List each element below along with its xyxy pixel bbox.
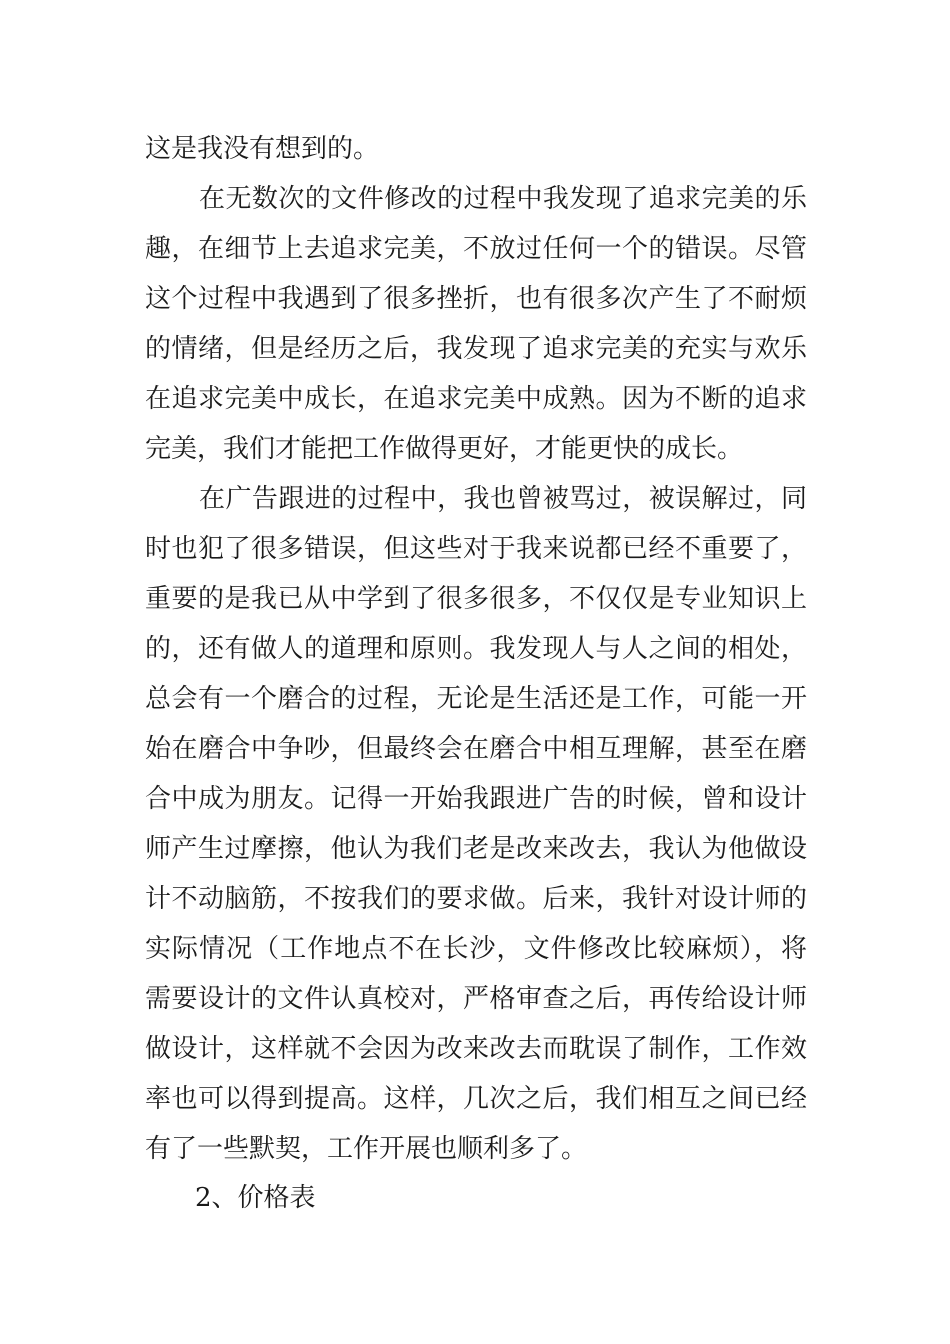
paragraph-2-line-1: 在无数次的文件修改的过程中我发现了追求完美的乐: [199, 184, 807, 214]
paragraph-3-line-4: 的，还有做人的道理和原则。我发现人与人之间的相处，: [145, 634, 807, 664]
paragraph-3-line-7: 合中成为朋友。记得一开始我跟进广告的时候，曾和设计: [145, 784, 807, 814]
paragraph-3-line-8: 师产生过摩擦，他认为我们老是改来改去，我认为他做设: [145, 834, 807, 864]
paragraph-3-line-2: 时也犯了很多错误，但这些对于我来说都已经不重要了，: [145, 534, 807, 564]
paragraph-3-line-6: 始在磨合中争吵，但最终会在磨合中相互理解，甚至在磨: [145, 734, 807, 764]
paragraph-2-line-5: 在追求完美中成长，在追求完美中成熟。因为不断的追求: [145, 384, 807, 414]
section-heading: 2、价格表: [195, 1183, 316, 1213]
paragraph-2-line-6: 完美，我们才能把工作做得更好，才能更快的成长。: [145, 434, 744, 464]
paragraph-3-line-14: 有了一些默契，工作开展也顺利多了。: [145, 1134, 588, 1164]
paragraph-3-line-1: 在广告跟进的过程中，我也曾被骂过，被误解过，同: [199, 484, 807, 514]
paragraph-3-line-11: 需要设计的文件认真校对，严格审查之后，再传给设计师: [145, 984, 807, 1014]
paragraph-3-line-10: 实际情况（工作地点不在长沙，文件修改比较麻烦），将: [145, 934, 807, 964]
paragraph-2-line-3: 这个过程中我遇到了很多挫折，也有很多次产生了不耐烦: [145, 284, 807, 314]
body-text: [145, 124, 807, 1174]
paragraph-3-line-13: 率也可以得到提高。这样，几次之后，我们相互之间已经: [145, 1084, 807, 1114]
paragraph-3-line-3: 重要的是我已从中学到了很多很多，不仅仅是专业知识上: [145, 584, 807, 614]
paragraph-2-line-2: 趣，在细节上去追求完美，不放过任何一个的错误。尽管: [145, 234, 807, 264]
paragraph-3-line-12: 做设计，这样就不会因为改来改去而耽误了制作，工作效: [145, 1034, 807, 1064]
paragraph-3-line-5: 总会有一个磨合的过程，无论是生活还是工作，可能一开: [145, 684, 807, 714]
paragraph-2-line-4: 的情绪，但是经历之后，我发现了追求完美的充实与欢乐: [145, 334, 807, 364]
paragraph-3-line-9: 计不动脑筋，不按我们的要求做。后来，我针对设计师的: [145, 884, 807, 914]
paragraph-1-line-1: 这是我没有想到的。: [145, 134, 380, 164]
